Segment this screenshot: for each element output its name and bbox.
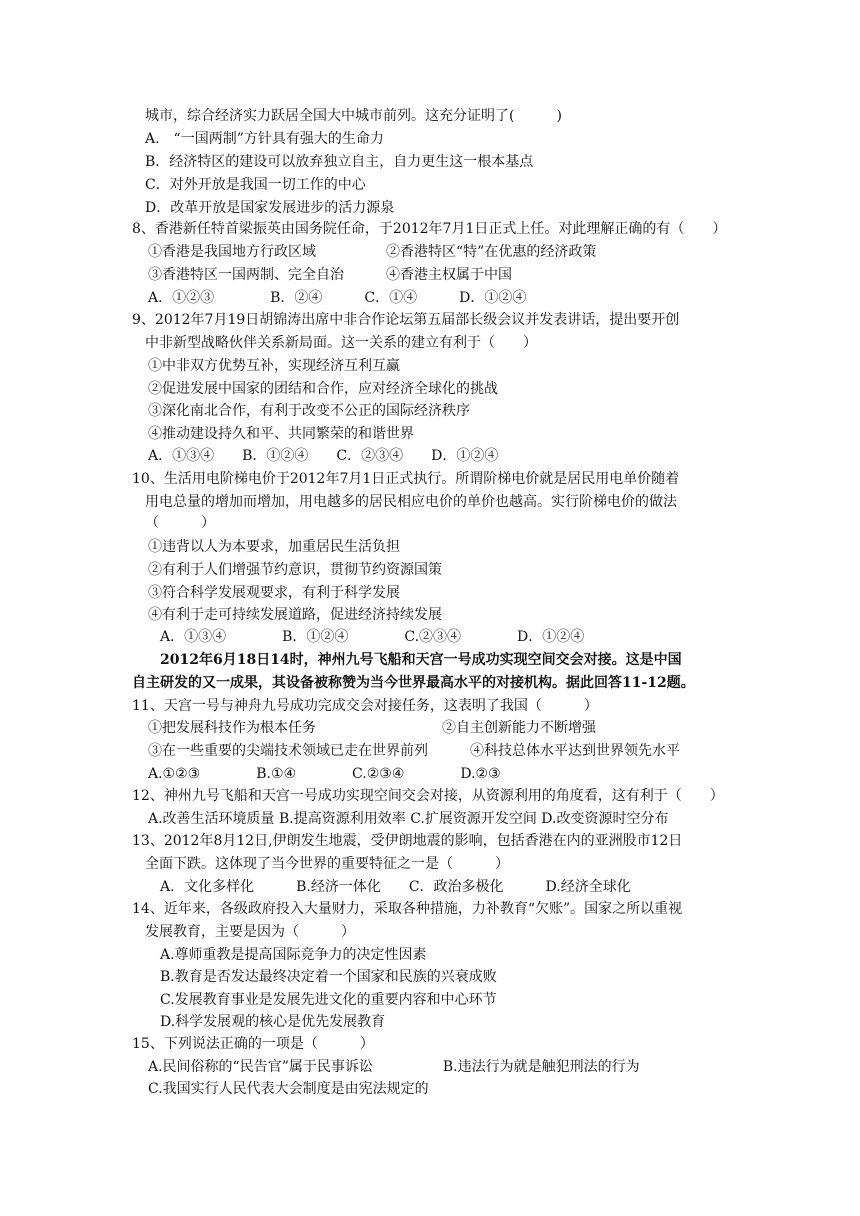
question-15-stem: 15、下列说法正确的一项是（ ）	[132, 1036, 374, 1052]
question-14-option-a: A.尊师重教是提高国际竞争力的决定性因素	[160, 947, 427, 963]
question-10-item-2: ②有利于人们增强节约意识，贯彻节约资源国策	[148, 562, 442, 578]
question-7-stem-cont: 城市，综合经济实力跃居全国大中城市前列。这充分证明了( )	[145, 108, 562, 124]
passage-intro: 2012年6月18日14时，神州九号飞船和天宫一号成功实现空间交会对接。这是中国	[160, 652, 682, 668]
question-11-stem: 11、天宫一号与神舟九号成功完成交会对接任务，这表明了我国（ ）	[132, 698, 598, 714]
question-10-item-1: ①违背以人为本要求，加重居民生活负担	[148, 539, 400, 555]
question-10-item-4: ④有利于走可持续发展道路，促进经济持续发展	[148, 607, 442, 623]
question-13-options: A．文化多样化 B.经济一体化 C．政治多极化 D.经济全球化	[160, 879, 631, 895]
question-9-item-1: ①中非双方优势互补，实现经济互利互赢	[148, 358, 400, 374]
question-9-stem: 9、2012年7月19日胡锦涛出席中非合作论坛第五届部长级会议并发表讲话，提出要开创	[132, 312, 680, 328]
question-10-item-3: ③符合科学发展观要求，有利于科学发展	[148, 585, 400, 601]
question-15-options-row-2: C.我国实行人民代表大会制度是由宪法规定的	[148, 1081, 429, 1097]
question-14-stem: 14、近年来，各级政府投入大量财力，采取各种措施，力补教育“欠账”。国家之所以重视	[132, 901, 683, 917]
question-8-options: A．①②③ B．②④ C．①④ D．①②④	[148, 290, 527, 306]
question-7-option-b: B．经济特区的建设可以放弃独立自主，自力更生这一根本基点	[145, 154, 534, 170]
question-10-stem-cont: 用电总量的增加而增加，用电越多的居民相应电价的单价也越高。实行阶梯电价的做法	[145, 494, 677, 510]
question-12-options: A.改善生活环境质量 B.提高资源利用效率 C.扩展资源开发空间 D.改变资源时空分布	[148, 811, 669, 827]
question-8-stem: 8、香港新任特首梁振英由国务院任命，于2012年7月1日正式上任。对此理解正确的有（ ）	[132, 221, 727, 237]
question-9-item-4: ④推动建设持久和平、共同繁荣的和谐世界	[148, 426, 414, 442]
question-10-answer-blank: （ ）	[145, 515, 215, 531]
question-11-item-row-2: ③在一些重要的尖端技术领域已走在世界前列 ④科技总体水平达到世界领先水平	[148, 743, 680, 759]
question-9-item-2: ②促进发展中国家的团结和合作，应对经济全球化的挑战	[148, 381, 498, 397]
question-11-options: A.①②③ B.①④ C.②③④ D.②③	[148, 766, 501, 782]
question-9-stem-cont: 中非新型战略伙伴关系新局面。这一关系的建立有利于（ ）	[145, 335, 537, 351]
question-7-option-c: C．对外开放是我国一切工作的中心	[145, 177, 366, 193]
question-15-options-row-1: A.民间俗称的“民告官”属于民事诉讼 B.违法行为就是触犯刑法的行为	[148, 1059, 640, 1075]
question-13-stem: 13、2012年8月12日,伊朗发生地震，受伊朗地震的影响，包括香港在内的亚洲股市12日	[132, 833, 683, 849]
question-14-option-c: C.发展教育事业是发展先进文化的重要内容和中心环节	[160, 992, 497, 1008]
question-11-item-row-1: ①把发展科技作为根本任务 ②自主创新能力不断增强	[148, 720, 596, 736]
question-13-stem-cont: 全面下跌。这体现了当今世界的重要特征之一是（ ）	[145, 856, 509, 872]
question-14-option-d: D.科学发展观的核心是优先发展教育	[160, 1014, 386, 1030]
question-9-item-3: ③深化南北合作，有利于改变不公正的国际经济秩序	[148, 403, 470, 419]
question-8-item-row-2: ③香港特区一国两制、完全自治 ④香港主权属于中国	[148, 267, 512, 283]
question-12-stem: 12、神州九号飞船和天宫一号成功实现空间交会对接，从资源利用的角度看，这有利于（ ）	[132, 788, 724, 804]
question-10-stem: 10、生活用电阶梯电价于2012年7月1日正式执行。所谓阶梯电价就是居民用电单价随着	[132, 471, 680, 487]
question-14-stem-cont: 发展教育，主要是因为（ ）	[145, 924, 355, 940]
passage-intro-cont: 自主研发的又一成果，其设备被称赞为当今世界最高水平的对接机构。据此回答11-12题。	[132, 675, 695, 691]
question-9-options: A．①③④ B．①②④ C．②③④ D．①②④	[148, 448, 499, 464]
question-10-options: A．①③④ B．①②④ C.②③④ D．①②④	[160, 629, 585, 645]
question-7-option-a: A. “一国两制”方针具有强大的生命力	[145, 131, 384, 147]
question-14-option-b: B.教育是否发达最终决定着一个国家和民族的兴衰成败	[160, 969, 497, 985]
question-8-item-row-1: ①香港是我国地方行政区域 ②香港特区“特”在优惠的经济政策	[148, 244, 597, 260]
question-7-option-d: D．改革开放是国家发展进步的活力源泉	[145, 200, 395, 216]
